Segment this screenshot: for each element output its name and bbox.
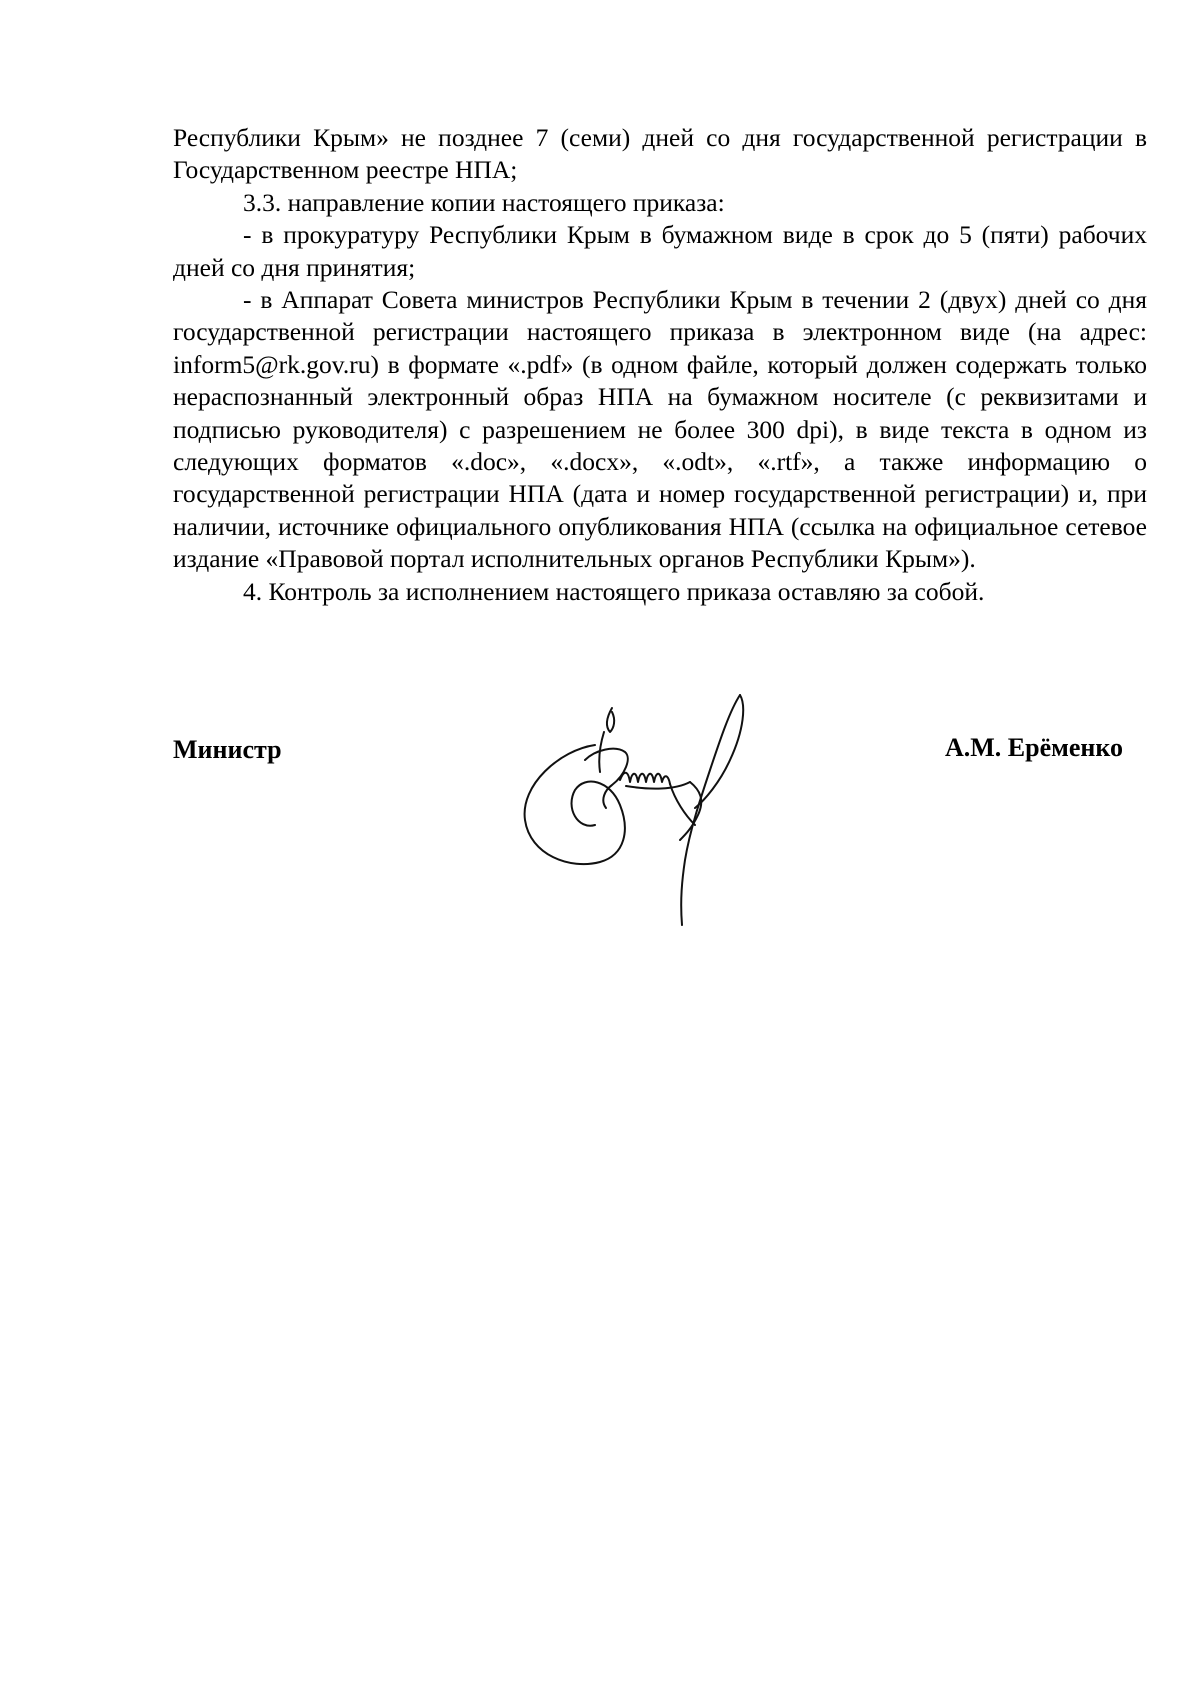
handwritten-signature xyxy=(500,690,800,930)
signer-position: Министр xyxy=(173,735,282,764)
signer-name: А.М. Ерёменко xyxy=(944,733,1123,762)
paragraph-3-3: 3.3. направление копии настоящего приказа: xyxy=(243,187,725,217)
paragraph-4-control: 4. Контроль за исполнением настоящего приказа оставляю за собой. xyxy=(243,576,985,606)
document-body xyxy=(173,122,1147,608)
paragraph-prosecutor: - в прокуратуру Республики Крым в бумажном виде в срок до 5 (пяти) рабочих дней со дня принятия; xyxy=(173,220,1147,282)
paragraph-continuation: Республики Крым» не позднее 7 (семи) дней со дня государственной регистрации в Государственном реестре НПА; xyxy=(173,123,1147,185)
paragraph-council-apparatus: - в Аппарат Совета министров Республики Крым в течении 2 (двух) дней со дня государственной регистрации настоящего приказа в электронном виде (на адрес: inform5@rk.gov.ru) в формате «.pdf» (в одном файле, который должен содержать только нераспознанный электронный образ НПА на бумажном носителе (с реквизитами и подписью руководителя) с разрешением не более 300 dpi), в виде текста в одном из следующих форматов «.doc», «.docx», «.odt», «.rtf», а также информацию о государственной регистрации НПА (дата и номер государственной регистрации) и, при наличии, источнике официального опубликования НПА (ссылка на официальное сетевое издание «Правовой портал исполнительных органов Республики Крым»). xyxy=(173,285,1147,574)
